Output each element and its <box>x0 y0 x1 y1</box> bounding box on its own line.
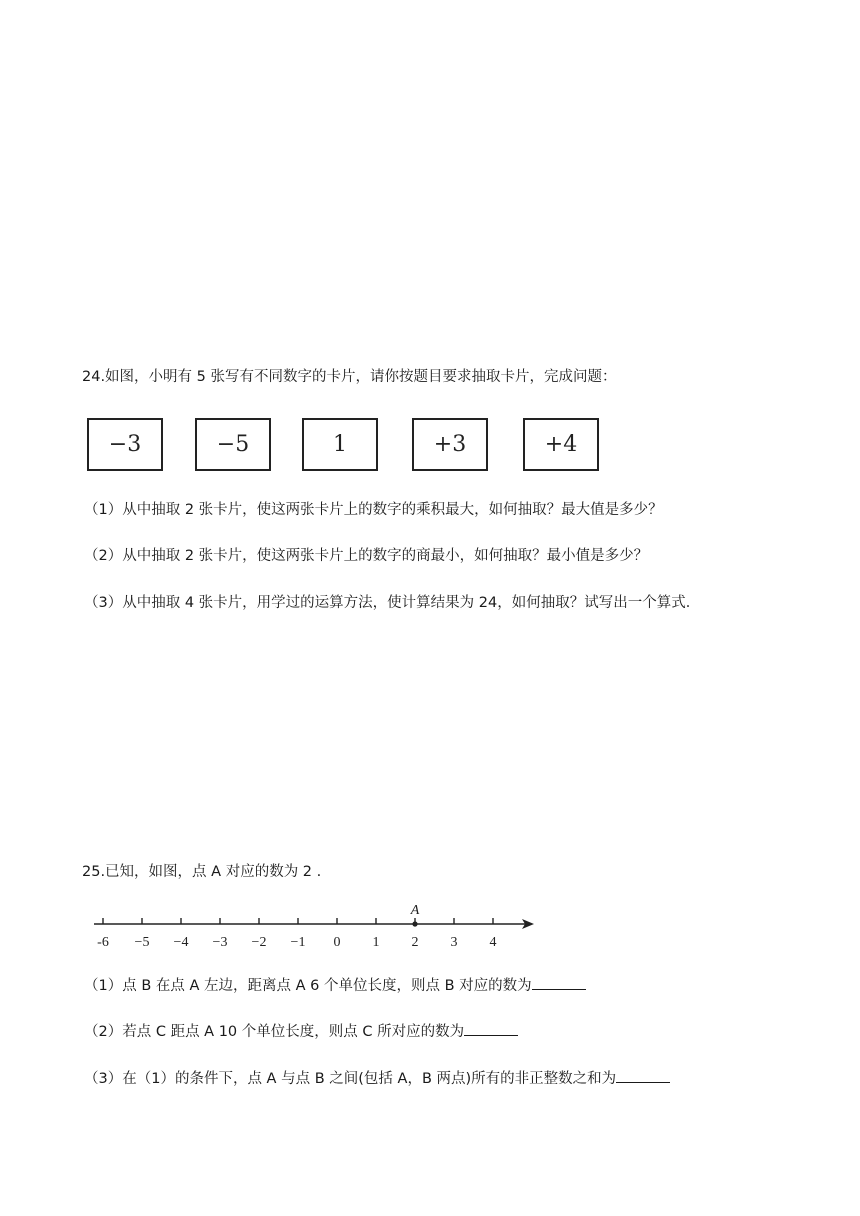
tick-label: 4 <box>489 935 497 950</box>
tick-label: −1 <box>290 935 306 950</box>
question-24-part-3: （3）从中抽取 4 张卡片，用学过的运算方法，使计算结果为 24，如何抽取？试写出一个算式． <box>84 595 701 611</box>
tick-label: −3 <box>212 935 228 950</box>
question-25-part-3-text: （3）在（1）的条件下，点 A 与点 B 之间(包括 A，B 两点)所有的非正整数之和为 <box>84 1071 617 1087</box>
question-25-part-1 <box>84 975 586 996</box>
question-25-part-2 <box>84 1021 518 1042</box>
tick-label: −5 <box>134 935 150 950</box>
question-24-stem: 24.如图，小明有 5 张写有不同数字的卡片，请你按题目要求抽取卡片，完成问题： <box>82 369 617 385</box>
number-line-ticks <box>97 918 496 950</box>
card-4: +3 <box>412 418 488 471</box>
answer-blank-2[interactable] <box>464 1021 518 1036</box>
tick-label: 0 <box>333 935 341 950</box>
number-line-figure <box>90 898 550 954</box>
tick-label: 2 <box>411 935 419 950</box>
tick-label: −4 <box>173 935 189 950</box>
point-a-dot <box>412 921 417 926</box>
question-25-part-3 <box>84 1068 670 1089</box>
question-24-part-1: （1）从中抽取 2 张卡片，使这两张卡片上的数字的乘积最大，如何抽取？最大值是多少？ <box>84 502 663 518</box>
card-2: −5 <box>195 418 271 471</box>
question-25-part-1-text: （1）点 B 在点 A 左边，距离点 A 6 个单位长度，则点 B 对应的数为 <box>84 978 532 994</box>
question-25-stem: 25.已知，如图，点 A 对应的数为 2 . <box>82 864 322 880</box>
tick-label: 1 <box>372 935 380 950</box>
point-a-label: A <box>410 903 420 918</box>
answer-blank-1[interactable] <box>532 975 586 990</box>
tick-label: 3 <box>450 935 458 950</box>
card-5: +4 <box>523 418 599 471</box>
question-24-part-2: （2）从中抽取 2 张卡片，使这两张卡片上的数字的商最小，如何抽取？最小值是多少？ <box>84 548 649 564</box>
card-1: −3 <box>87 418 163 471</box>
tick-label: -6 <box>97 935 109 950</box>
tick-label: −2 <box>251 935 267 950</box>
question-25-part-2-text: （2）若点 C 距点 A 10 个单位长度，则点 C 所对应的数为 <box>84 1024 465 1040</box>
answer-blank-3[interactable] <box>616 1068 670 1083</box>
card-3: 1 <box>302 418 378 471</box>
